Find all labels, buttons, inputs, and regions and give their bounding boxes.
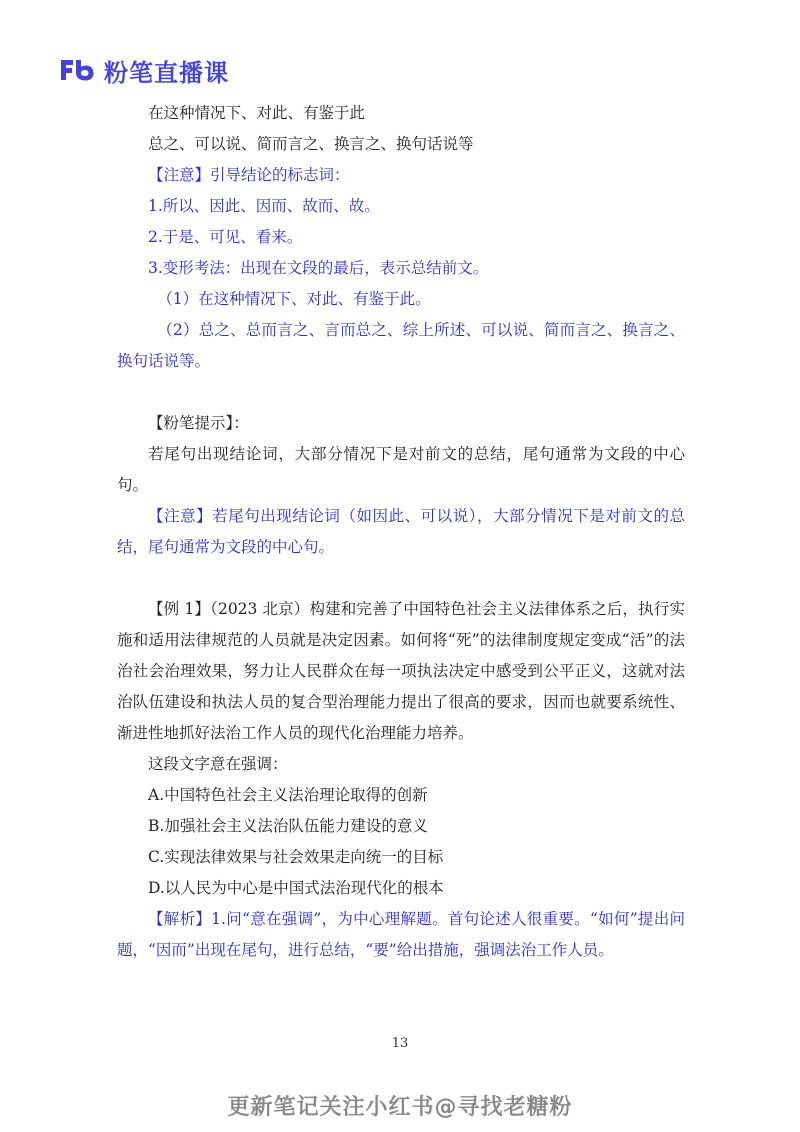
option-b: B.加强社会主义法治队伍能力建设的意义 [148,817,428,835]
analysis: 【解析】1.问“意在强调”，为中心理解题。首句论述人很重要。“如何”提出问题，“因而”出现在尾句，进行总结，“要”给出措施，强调法治工作人员。 [117,910,685,959]
option-d: D.以人民为中心是中国式法治现代化的根本 [148,879,444,897]
document-body [117,98,685,966]
note-sub-item-2: （2）总之、总而言之、言而总之、综上所述、可以说、简而言之、换言之、换句话说等。 [117,321,685,370]
note-item-2: 2.于是、可见、看来。 [148,228,303,246]
intro-line-1: 在这种情况下、对此、有鉴于此 [148,104,366,122]
option-a: A.中国特色社会主义法治理论取得的创新 [148,786,428,804]
note-item-1: 1.所以、因此、因而、故而、故。 [148,197,380,215]
tip-heading: 【粉笔提示】： [148,414,249,432]
footer-watermark: 更新笔记关注小红书@寻找老糖粉 [227,1095,573,1120]
note-2: 【注意】若尾句出现结论词（如因此、可以说），大部分情况下是对前文的总结，尾句通常为文段的中心句。 [117,507,685,556]
page-number: 13 [391,1036,409,1051]
note-heading: 【注意】引导结论的标志词： [148,166,350,184]
example-question-stem: 【例 1】（2023 北京）构建和完善了中国特色社会主义法律体系之后，执行实施和适用法律规范的人员就是决定因素。如何将“死”的法律制度规定变成“活”的法治社会治理效果，努力让人民群众在每一项执法决定中感受到公平正义，这就对法治队伍建设和执法人员的复合型治理能力提出了很高的要求，因而也就要系统性、渐进性地抓好法治工作人员的现代化治理能力培养。 [117,600,685,742]
note-sub-item-1: （1）在这种情况下、对此、有鉴于此。 [157,290,431,308]
note-item-3: 3.变形考法：出现在文段的最后，表示总结前文。 [148,259,489,277]
example-prompt: 这段文字意在强调： [148,755,288,773]
fenbi-logo-icon [58,56,96,84]
intro-line-2: 总之、可以说、简而言之、换言之、换句话说等 [148,135,474,153]
brand-name: 粉笔直播课 [104,58,229,87]
option-c: C.实现法律效果与社会效果走向统一的目标 [148,848,444,866]
tip-text: 若尾句出现结论词，大部分情况下是对前文的总结，尾句通常为文段的中心句。 [117,445,685,494]
brand-header [58,50,229,90]
